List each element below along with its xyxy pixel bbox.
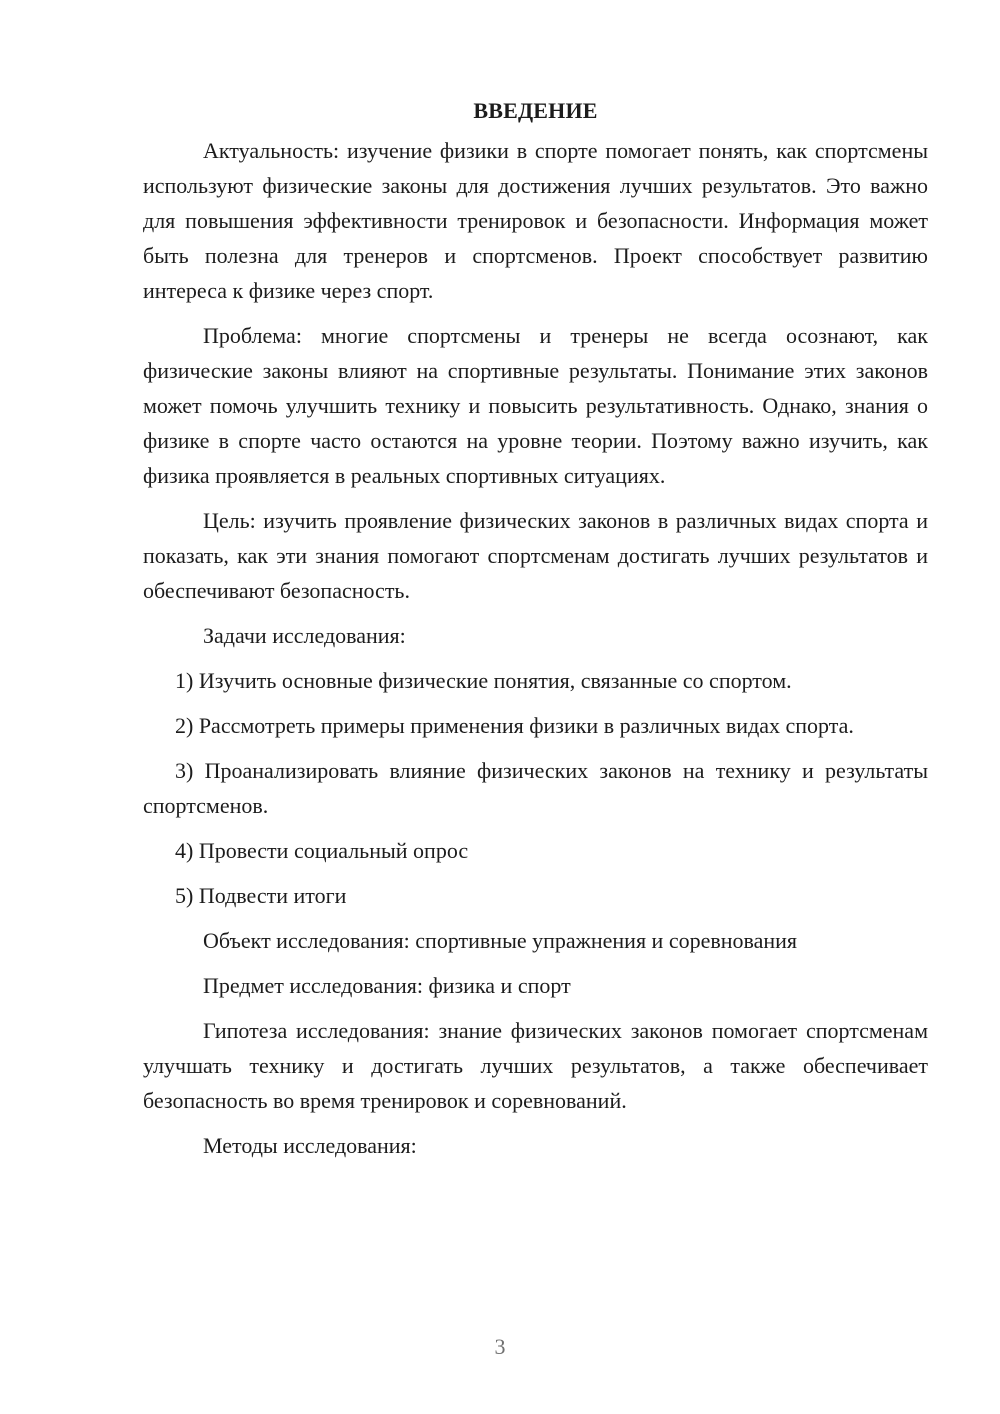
tasks-heading: Задачи исследования: <box>203 623 406 648</box>
task-item-3: 3) Проанализировать влияние физических законов на технику и результаты спортсменов. <box>143 758 928 818</box>
page-content <box>143 96 928 1173</box>
goal-paragraph: Цель: изучить проявление физических законов в различных видах спорта и показать, как эти знания помогают спортсменам достигать лучших результатов и обеспечивают безопасность. <box>143 508 928 603</box>
task-item-1: 1) Изучить основные физические понятия, связанные со спортом. <box>175 668 792 693</box>
task-item-2: 2) Рассмотреть примеры применения физики в различных видах спорта. <box>175 713 854 738</box>
subject-paragraph: Предмет исследования: физика и спорт <box>203 973 571 998</box>
relevance-paragraph: Актуальность: изучение физики в спорте помогает понять, как спортсмены используют физические законы для достижения лучших результатов. Это важно для повышения эффективности тренировок и безопасности. Информация может быть полезна для тренеров и спортсменов. Проект способствует развитию интереса к физике через спорт. <box>143 138 928 303</box>
task-item-5: 5) Подвести итоги <box>175 883 347 908</box>
page-number: 3 <box>494 1334 506 1359</box>
page-title: ВВЕДЕНИЕ <box>473 98 598 123</box>
object-paragraph: Объект исследования: спортивные упражнения и соревнования <box>203 928 798 953</box>
task-item-4: 4) Провести социальный опрос <box>175 838 469 863</box>
methods-heading: Методы исследования: <box>203 1133 417 1158</box>
hypothesis-paragraph: Гипотеза исследования: знание физических законов помогает спортсменам улучшать технику и достигать лучших результатов, а также обеспечивает безопасность во время тренировок и соревнований. <box>143 1018 928 1113</box>
problem-paragraph: Проблема: многие спортсмены и тренеры не всегда осознают, как физические законы влияют на спортивные результаты. Понимание этих законов может помочь улучшить технику и повысить результативность. Однако, знания о физике в спорте часто остаются на уровне теории. Поэтому важно изучить, как физика проявляется в реальных спортивных ситуациях. <box>143 323 928 488</box>
